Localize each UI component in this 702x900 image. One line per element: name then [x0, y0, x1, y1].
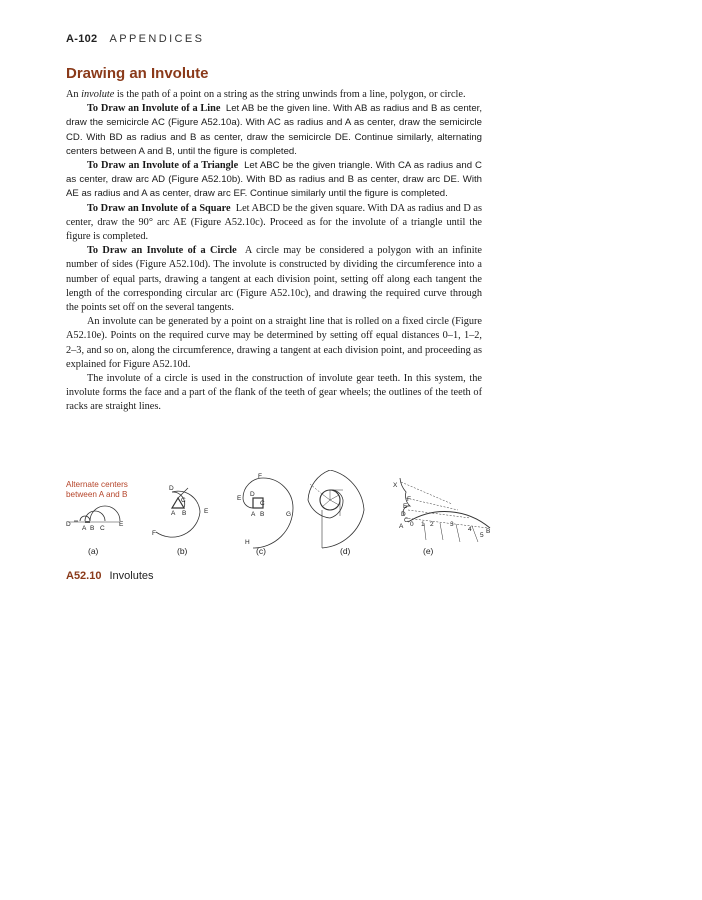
label-c-F: F: [258, 473, 262, 480]
label-a-A: A: [82, 525, 87, 532]
label-e-X: X: [393, 482, 398, 489]
intro-paragraph: An involute is the path of a point on a string as the string unwinds from a line, polygon, or circle.: [66, 89, 466, 100]
body-text: [66, 88, 482, 415]
line-involute-paragraph: To Draw an Involute of a Line Let AB be the given line. With AB as radius and B as center, draw the semicircle AC (Figure A52.10a). With AC as radius and A as center, draw the semicircle CD. With BD as radius and B as center, draw the semicircle DE. Continue similarly, alternating centers between A and B, until the figure is completed.: [66, 103, 482, 157]
label-b-C: C: [181, 497, 186, 504]
run-in-heading: To Draw an Involute of a Triangle: [87, 160, 239, 172]
label-c-H: H: [245, 539, 250, 546]
figure-caption: [66, 570, 154, 582]
panel-label-b: (b): [177, 546, 188, 556]
label-b-E: E: [204, 508, 209, 515]
figure-panel-b: [156, 488, 200, 537]
panel-label-d: (d): [340, 546, 351, 556]
panel-label-a: (a): [88, 546, 99, 556]
label-c-C: C: [260, 500, 265, 507]
circle-involute-paragraph: To Draw an Involute of a Circle A circle may be considered a polygon with an infinite number of sides (Figure A52.10d). The involute is constructed by dividing the circumference into a number of equal parts, drawing a tangent at each division point, setting off along each tangent the length of the corresponding circular arc (Figure A52.10c), and drawing the required curve through the points set off on the several tangents.: [66, 245, 482, 314]
section-name: APPENDICES: [109, 33, 205, 45]
panel-label-c: (c): [256, 546, 266, 556]
section-title: Drawing an Involute: [66, 65, 209, 82]
square-involute-paragraph: To Draw an Involute of a Square Let ABCD be the given square. With DA as radius and D as center, draw the 90° arc AE (Figure A52.10c). Proceed as for the involute of a triangle until the figure is completed.: [66, 202, 482, 243]
figure-note-line1: Alternate centers: [66, 480, 128, 489]
figure-panel-a: [68, 506, 120, 522]
run-in-heading: To Draw an Involute of a Line: [87, 103, 221, 115]
term-involute: involute: [81, 89, 115, 100]
label-b-A: A: [171, 510, 176, 517]
label-c-E: E: [237, 495, 242, 502]
label-c-D: D: [250, 491, 255, 498]
label-e-5: 5: [480, 532, 484, 539]
label-e-2: 2: [430, 521, 434, 528]
label-b-F: F: [152, 530, 156, 537]
triangle-involute-paragraph: To Draw an Involute of a Triangle Let ABC be the given triangle. With CA as radius and C as center, draw arc AD (Figure A52.10b). With BD as radius and B as center, draw arc DE. With AE as radius and A as center, draw arc EF. Continue similarly until the figure is completed.: [66, 160, 482, 200]
label-e-B: B: [486, 528, 491, 535]
run-in-heading: To Draw an Involute of a Circle: [87, 245, 237, 257]
label-e-4: 4: [468, 526, 472, 533]
label-a-D: D: [66, 521, 71, 528]
label-e-A: A: [399, 523, 404, 530]
label-b-D: D: [169, 485, 174, 492]
label-b-B: B: [182, 510, 187, 517]
rolling-line-paragraph: An involute can be generated by a point on a straight line that is rolled on a fixed circle (Figure A52.10e). Points on the required curve may be determined by setting off equal distances 0–1, 1–2, 2–3, and so on, along the circumference, drawing a tangent at each division point, and proceeding as explained for Figure A52.10d.: [66, 316, 482, 370]
figure-panel-d: [308, 470, 364, 548]
label-c-G: G: [286, 511, 292, 518]
label-a-E: E: [119, 521, 124, 528]
figure-panel-e: [400, 478, 490, 542]
label-e-1: 1: [421, 521, 425, 528]
panel-label-e: (e): [423, 546, 434, 556]
label-e-0: 0: [410, 521, 414, 528]
label-e-D: D: [401, 511, 406, 518]
label-e-F: F: [407, 496, 411, 503]
label-e-E: E: [403, 503, 408, 510]
label-e-3: 3: [450, 521, 454, 528]
label-c-B: B: [260, 511, 265, 518]
label-a-C: C: [100, 525, 105, 532]
label-c-A: A: [251, 511, 256, 518]
run-in-heading: To Draw an Involute of a Square: [87, 202, 231, 214]
label-a-B: B: [90, 525, 95, 532]
figure-number: A52.10: [66, 570, 102, 582]
figure-caption-text: Involutes: [109, 570, 154, 582]
gear-teeth-paragraph: The involute of a circle is used in the construction of involute gear teeth. In this system, the involute forms the face and a part of the flank of the teeth of gear wheels; the outlines of the teeth of racks are straight lines.: [66, 373, 482, 413]
involutes-illustration: [60, 470, 500, 570]
page-number: A-102: [66, 33, 98, 45]
figure-note-line2: between A and B: [66, 490, 128, 499]
running-head: [66, 33, 204, 45]
involutes-figure: [60, 470, 500, 570]
label-e-C: C: [404, 517, 409, 524]
